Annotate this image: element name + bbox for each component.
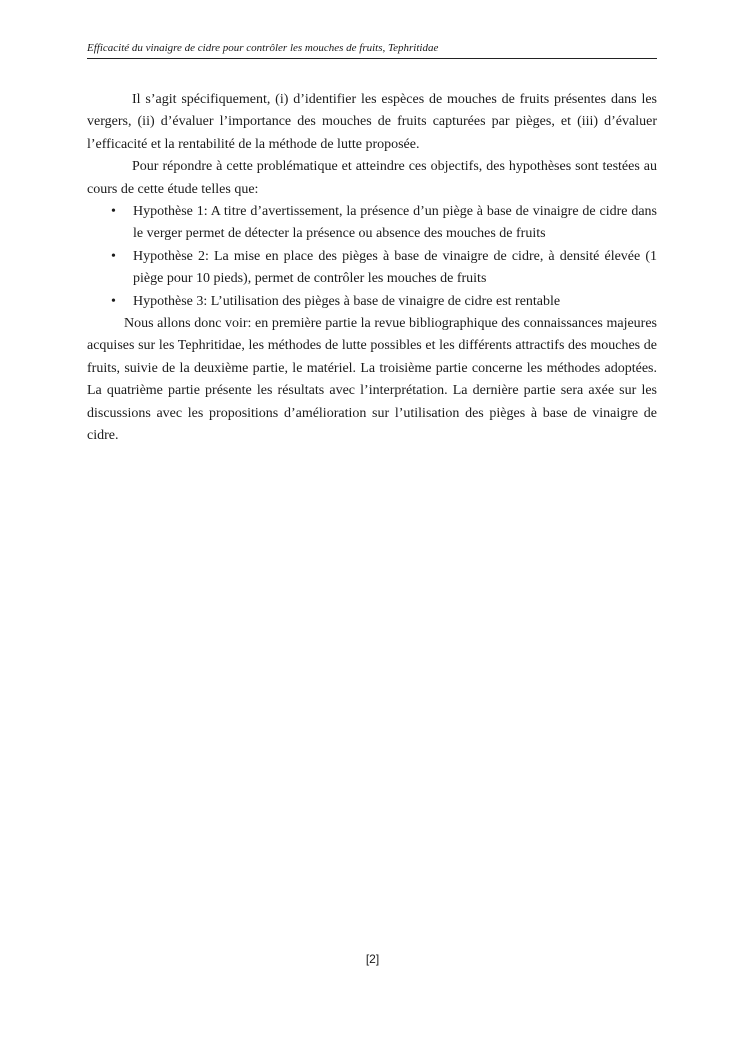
running-header-title: Efficacité du vinaigre de cidre pour contrôler les mouches de fruits, Tephritidae: [87, 42, 439, 54]
page-number: [2]: [365, 952, 380, 966]
hypothesis-1-text: Hypothèse 1: A titre d’avertissement, la présence d’un piège à base de vinaigre de cidre dans le verger permet de détecter la présence ou absence des mouches de fruits: [133, 204, 657, 242]
bullet-icon: •: [111, 293, 116, 309]
list-item: [87, 246, 657, 291]
bullet-icon: •: [111, 248, 116, 264]
list-item: [87, 291, 657, 313]
paragraph-plan: Nous allons donc voir: en première partie la revue bibliographique des connaissances majeures acquises sur les Tephritidae, les méthodes de lutte possibles et les différents attractifs des mouches de fruits, suivie de la deuxième partie, le matériel. La troisième partie concerne les méthodes adoptées. La quatrième partie présente les résultats avec l’interprétation. La dernière partie sera axée sur les discussions avec les propositions d’amélioration sur l’utilisation des pièges à base de vinaigre de cidre.: [87, 316, 657, 444]
list-item: [87, 201, 657, 246]
bullet-icon: •: [111, 204, 116, 220]
paragraph-hypotheses-intro: Pour répondre à cette problématique et atteindre ces objectifs, des hypothèses sont testées au cours de cette étude telles que:: [87, 159, 657, 197]
paragraph-objectives: Il s’agit spécifiquement, (i) d’identifier les espèces de mouches de fruits présentes dans les vergers, (ii) d’évaluer l’importance des mouches de fruits capturées par pièges, et (iii) d’évaluer l’efficacité et la rentabilité de la méthode de lutte proposée.: [87, 92, 657, 152]
hypotheses-list: [87, 201, 657, 313]
page-body: [87, 89, 657, 448]
hypothesis-2-text: Hypothèse 2: La mise en place des pièges à base de vinaigre de cidre, à densité élevée (1 piège pour 10 pieds), permet de contrôler les mouches de fruits: [133, 248, 657, 287]
running-header: [87, 40, 657, 59]
hypothesis-3-text: Hypothèse 3: L’utilisation des pièges à base de vinaigre de cidre est rentable: [133, 293, 561, 309]
